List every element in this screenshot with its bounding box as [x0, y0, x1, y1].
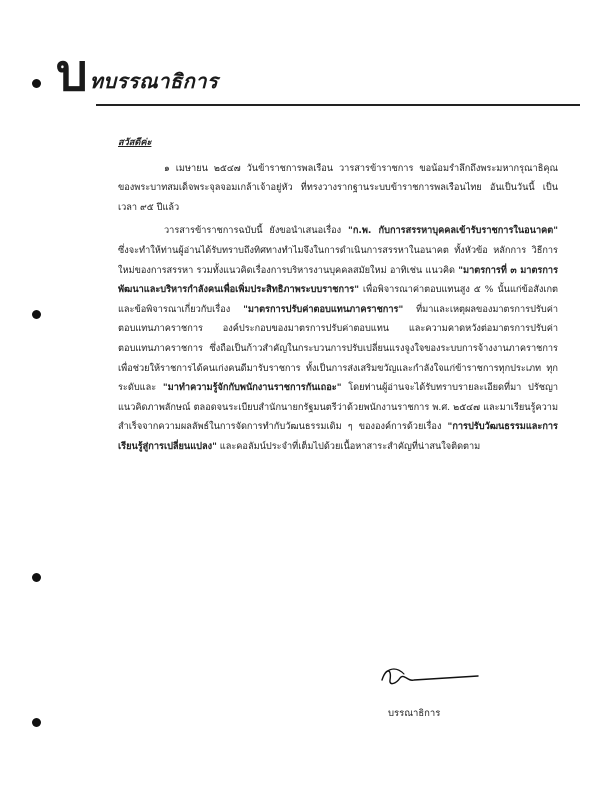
paragraph-1: ๑ เมษายน ๒๕๔๗ วันข้าราชการพลเรือน วารสารข้าราชการ ขอน้อมรำลึกถึงพระมหากรุณาธิคุณของพระบาทสมเด็จพระจุลจอมเกล้าเจ้าอยู่หัว ที่ทรงวางรากฐานระบบข้าราชการพลเรือนไทย อันเป็นวันนี้ เป็นเวลา ๙๕ ปีแล้ว	[118, 162, 558, 213]
signature-name: บรรณาธิการ	[388, 708, 441, 719]
binder-hole	[32, 79, 41, 88]
title-text: ทบรรณาธิการ	[89, 69, 219, 93]
bold-title: "มาตรการปรับค่าตอบแทนภาคราชการ"	[243, 303, 404, 315]
bold-title: "มาตรการที่ ๓ มาตรการพัฒนาและบริหารกำลังคนเพื่อเพิ่มประสิทธิภาพระบบราชการ"	[118, 264, 558, 296]
text-segment: ที่มาและเหตุผลของมาตรการปรับค่าตอบแทนภาคราชการ องค์ประกอบของมาตรการปรับค่าตอบแทน และความคาดหวังต่อมาตรการปรับค่าตอบแทนภาคราชการ ซึ่งถือเป็นก้าวสำคัญในกระบวนการปรับเปลี่ยนแรงจูงใจของระบบการจ้างงานภาคราชการ เพื่อช่วยให้ราชการได้คนเก่งคนดีมารับราชการ ทั้งเป็นการส่งเสริมขวัญและกำลังใจแก่ข้าราชการทุกประเภท ทุกระดับและ	[118, 303, 558, 394]
text-segment: วารสารข้าราชการฉบับนี้ ยังขอนำเสนอเรื่อง	[164, 225, 349, 237]
text-segment: โดยท่านผู้อ่านจะได้รับทราบรายละเอียดที่มา ปรัชญา แนวคิดภาพลักษณ์ ตลอดจนระเบียบสำนักนายกรัฐมนตรีว่าด้วยพนักงานราชการ พ.ศ. ๒๕๔๗ และมาเรียนรู้ความสำเร็จจากความผลลัพธ์ในการจัดการทำกับวัฒนธรรมเดิม ๆ ขององค์การด้วยเรื่อง	[118, 382, 558, 433]
title-initial: บ	[56, 43, 88, 102]
bold-title: "ก.พ. กับการสรรหาบุคคลเข้ารับราชการในอนาคต"	[348, 225, 559, 237]
editorial-body	[118, 133, 558, 457]
binder-hole	[32, 718, 41, 727]
signature-block	[360, 660, 560, 730]
bold-title: "มาทำความรู้จักกับพนักงานราชการกันเถอะ"	[162, 382, 342, 394]
paragraph-2	[118, 221, 558, 456]
page-title	[56, 43, 219, 102]
text-segment: และคอลัมน์ประจำที่เต็มไปด้วยเนื้อหาสาระสำคัญที่น่าสนใจติดตาม	[216, 440, 481, 452]
text-segment: เพื่อพิจารณาค่าตอบแทนสูง ๕ % นั้นแก่ข้อสังเกตและข้อพิจารณาเกี่ยวกับเรื่อง	[118, 284, 558, 315]
binder-hole	[32, 310, 41, 319]
salutation: สวัสดีค่ะ	[118, 137, 152, 148]
text-segment: ซึ่งจะทำให้ท่านผู้อ่านได้รับทราบถึงทิศทางทำไมจึงในการดำเนินการสรรหาในอนาคต ทั้งหัวข้อ หลักการ วิธีการใหม่ของการสรรหา รวมทั้งแนวคิดเรื่องการบริหารงานบุคคลสมัยใหม่ อาทิเช่น แนวคิด	[118, 244, 558, 276]
handwritten-signature	[370, 660, 490, 696]
title-underline	[96, 104, 580, 106]
bold-title: "การปรับวัฒนธรรมและการเรียนรู้สู่การเปลี่ยนแปลง"	[118, 421, 558, 452]
binder-hole	[32, 573, 41, 582]
